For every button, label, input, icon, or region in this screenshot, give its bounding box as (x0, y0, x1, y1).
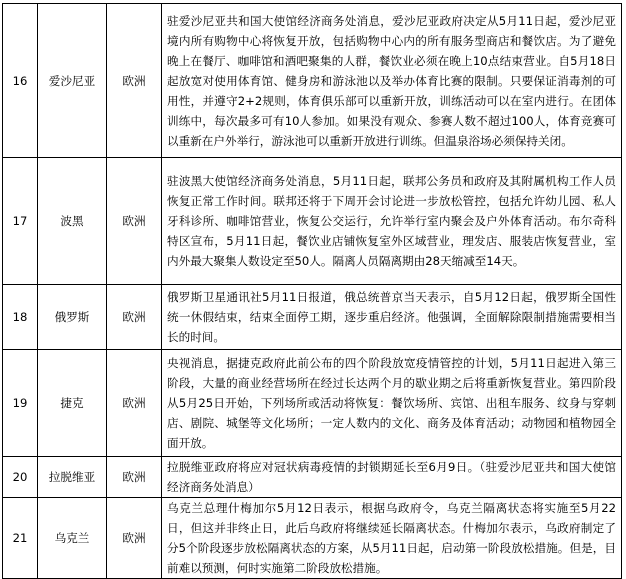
row-number: 20 (3, 457, 38, 498)
country-name: 爱沙尼亚 (38, 4, 107, 158)
row-number: 17 (3, 158, 38, 285)
country-name: 拉脱维亚 (38, 457, 107, 498)
measure-description: 俄罗斯卫星通讯社5月11日报道，俄总统普京当天表示，自5月12日起，俄罗斯全国性统一休假结束，结束全面停工期，逐步重启经济。他强调，全面解除限制措施需要相当长的时间。 (162, 285, 622, 350)
measure-description: 驻爱沙尼亚共和国大使馆经济商务处消息，爱沙尼亚政府决定从5月11日起，爱沙尼亚境内所有购物中心将恢复开放，包括购物中心内的所有服务型商店和餐饮店。为了避免晚上在餐厅、咖啡馆和酒吧聚集的人群，餐饮业必须在晚上10点结束营业。自5月18日起放宽对使用体育馆、健身房和游泳池以及举办体育比赛的限制。只要保证消毒剂的可用性，并遵守2+2规则，体育俱乐部可以重新开放，训练活动可以在室内进行。在团体训练中，每次最多可有10人参加。如果没有观众、参赛人数不超过100人，体育竞赛可以重新在户外举行，游泳池可以重新开放进行训练。但温泉浴场必须保持关闭。 (162, 4, 622, 158)
table-row (3, 285, 622, 350)
country-name: 俄罗斯 (38, 285, 107, 350)
region-name: 欧洲 (107, 457, 162, 498)
row-number: 16 (3, 4, 38, 158)
region-name: 欧洲 (107, 285, 162, 350)
measure-description: 驻波黑大使馆经济商务处消息，5月11日起，联邦公务员和政府及其附属机构工作人员恢复正常工作时间。联邦还将于下周开会讨论进一步放松管控，包括允许幼儿园、私人牙科诊所、咖啡馆营业，恢复公交运行，允许举行室内聚会及户外体育活动。布尔奇科特区宣布，5月11日起，餐饮业店铺恢复室外区域营业，理发店、服装店恢复营业，室内外最大聚集人数设定至50人。隔离人员隔离期由28天缩减至14天。 (162, 158, 622, 285)
country-name: 乌克兰 (38, 498, 107, 579)
region-name: 欧洲 (107, 4, 162, 158)
country-name: 波黑 (38, 158, 107, 285)
row-number: 21 (3, 498, 38, 579)
table-row (3, 4, 622, 158)
measure-description: 央视消息，据捷克政府此前公布的四个阶段放宽疫情管控的计划，5月11日起进入第三阶段，大量的商业经营场所在经过长达两个月的歇业期之后将重新恢复营业。第四阶段从5月25日开始，下列场所或活动将恢复：餐饮场所、宾馆、出租车服务、纹身与穿刺店、剧院、城堡等文化场所；一定人数内的文化、商务及体育活动；动物园和植物园全面开放。 (162, 350, 622, 457)
table-row (3, 158, 622, 285)
country-name: 捷克 (38, 350, 107, 457)
region-name: 欧洲 (107, 158, 162, 285)
measure-description: 拉脱维亚政府将应对冠状病毒疫情的封锁期延长至6月9日。（驻爱沙尼亚共和国大使馆经济商务处消息） (162, 457, 622, 498)
measure-description: 乌克兰总理什梅加尔5月12日表示，根据乌政府令，乌克兰隔离状态将实施至5月22日，但这并非终止日，此后乌政府将继续延长隔离状态。什梅加尔表示，乌政府制定了分5个阶段逐步放松隔离状态的方案，从5月11日起，启动第一阶段放松措施。但是，目前难以预测，何时实施第二阶段放松措施。 (162, 498, 622, 579)
table-row (3, 350, 622, 457)
table-row (3, 457, 622, 498)
row-number: 18 (3, 285, 38, 350)
measures-table (2, 3, 622, 579)
row-number: 19 (3, 350, 38, 457)
table-row (3, 498, 622, 579)
region-name: 欧洲 (107, 498, 162, 579)
region-name: 欧洲 (107, 350, 162, 457)
